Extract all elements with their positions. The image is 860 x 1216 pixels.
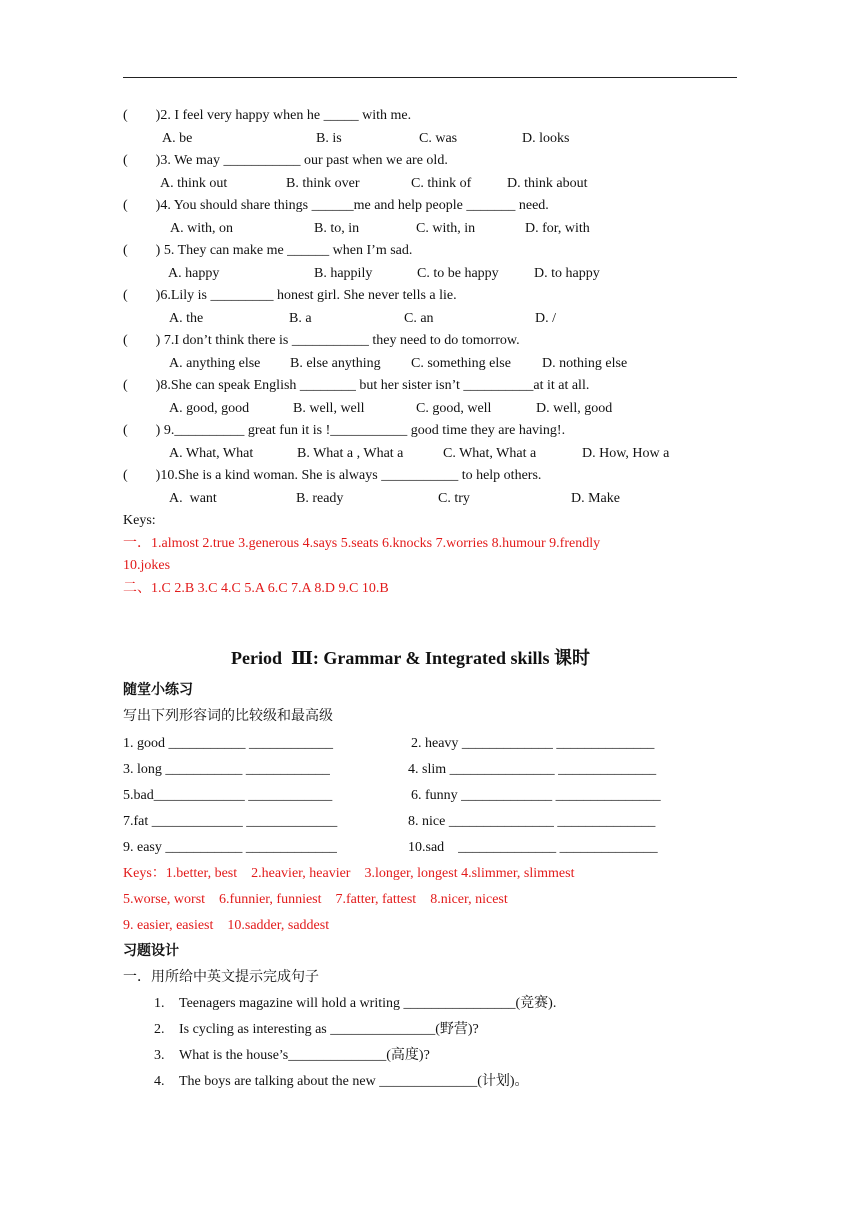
adj-item: 8. nice _______________ ______________	[408, 814, 656, 829]
question-3: ( )3. We may ___________ our past when we are old.	[123, 153, 448, 168]
sentence: The boys are talking about the new ______________(计划)。	[179, 1074, 529, 1089]
option: B. ready	[296, 491, 344, 506]
option: D. think about	[507, 176, 588, 191]
question-10: ( )10.She is a kind woman. She is always ___________ to help others.	[123, 468, 542, 483]
sentence-number: 1.	[154, 996, 165, 1011]
option: D. /	[535, 311, 556, 326]
option: A. the	[169, 311, 204, 326]
question-5: ( ) 5. They can make me ______ when I’m sad.	[123, 243, 413, 258]
question-8: ( )8.She can speak English ________ but her sister isn’t __________at it at all.	[123, 378, 590, 393]
keys-part1-cont: 10.jokes	[123, 558, 171, 573]
question-4: ( )4. You should share things ______me and help people _______ need.	[123, 198, 549, 213]
sentence-number: 4.	[154, 1074, 165, 1089]
keys-part1: 一．1.almost 2.true 3.generous 4.says 5.seats 6.knocks 7.worries 8.humour 9.frendly	[123, 536, 601, 551]
sentence-number: 2.	[154, 1022, 165, 1037]
option: A. want	[169, 491, 217, 506]
sentence: Teenagers magazine will hold a writing ________________(竞赛).	[179, 996, 557, 1011]
option: D. nothing else	[542, 356, 628, 371]
option: B. a	[289, 311, 312, 326]
section-practice-heading: 随堂小练习	[123, 683, 193, 698]
option: A. happy	[168, 266, 220, 281]
option: C. think of	[411, 176, 472, 191]
adj-item: 10.sad ______________ ______________	[408, 840, 658, 855]
adj-item: 3. long ___________ ____________	[123, 762, 330, 777]
sentence: What is the house’s______________(高度)?	[179, 1048, 430, 1063]
option: A. think out	[160, 176, 228, 191]
option: C. an	[404, 311, 434, 326]
keys-part2: 二、1.C 2.B 3.C 4.C 5.A 6.C 7.A 8.D 9.C 10.B	[123, 581, 389, 596]
option: C. to be happy	[417, 266, 499, 281]
keys-label: Keys:	[123, 513, 156, 528]
option: C. good, well	[416, 401, 492, 416]
sentence: Is cycling as interesting as _______________(野营)?	[179, 1022, 479, 1037]
option: D. How, How a	[582, 446, 670, 461]
instruction: 写出下列形容词的比较级和最高级	[123, 709, 333, 724]
period-title: Period Ⅲ: Grammar & Integrated skills 课时	[231, 648, 591, 668]
section-design-heading: 习题设计	[123, 944, 179, 959]
adj-item: 1. good ___________ ____________	[123, 736, 333, 751]
option: D. well, good	[536, 401, 613, 416]
option: B. is	[316, 131, 342, 146]
adj-item: 7.fat _____________ _____________	[123, 814, 338, 829]
option: D. to happy	[534, 266, 600, 281]
option: C. What, What a	[443, 446, 537, 461]
adj-item: 4. slim _______________ ______________	[408, 762, 657, 777]
option: A. good, good	[169, 401, 250, 416]
option: A. What, What	[169, 446, 254, 461]
option: D. looks	[522, 131, 570, 146]
option: D. for, with	[525, 221, 590, 236]
option: A. anything else	[169, 356, 261, 371]
question-2: ( )2. I feel very happy when he _____ with me.	[123, 108, 412, 123]
adj-item: 6. funny _____________ _______________	[411, 788, 661, 803]
option: C. try	[438, 491, 470, 506]
option: B. else anything	[290, 356, 381, 371]
question-6: ( )6.Lily is _________ honest girl. She never tells a lie.	[123, 288, 457, 303]
option: C. was	[419, 131, 458, 146]
option: D. Make	[571, 491, 620, 506]
adj-keys-line: Keys：1.better, best 2.heavier, heavier 3.longer, longest 4.slimmer, slimmest	[123, 866, 575, 881]
sentence-number: 3.	[154, 1048, 165, 1063]
option: B. to, in	[314, 221, 360, 236]
option: A. be	[162, 131, 193, 146]
option: B. happily	[314, 266, 373, 281]
adj-keys-line: 9. easier, easiest 10.sadder, saddest	[123, 918, 330, 933]
option: B. think over	[286, 176, 360, 191]
question-9: ( ) 9.__________ great fun it is !___________ good time they are having!.	[123, 423, 566, 438]
option: C. with, in	[416, 221, 476, 236]
adj-item: 9. easy ___________ _____________	[123, 840, 337, 855]
adj-item: 5.bad_____________ ____________	[123, 788, 333, 803]
option: C. something else	[411, 356, 511, 371]
part1-title: 一．用所给中英文提示完成句子	[123, 970, 319, 985]
adj-keys-line: 5.worse, worst 6.funnier, funniest 7.fatter, fattest 8.nicer, nicest	[123, 892, 508, 907]
adj-item: 2. heavy _____________ ______________	[411, 736, 655, 751]
option: B. well, well	[293, 401, 365, 416]
question-7: ( ) 7.I don’t think there is ___________ they need to do tomorrow.	[123, 333, 520, 348]
option: B. What a , What a	[297, 446, 404, 461]
header-rule	[123, 77, 737, 78]
option: A. with, on	[170, 221, 233, 236]
